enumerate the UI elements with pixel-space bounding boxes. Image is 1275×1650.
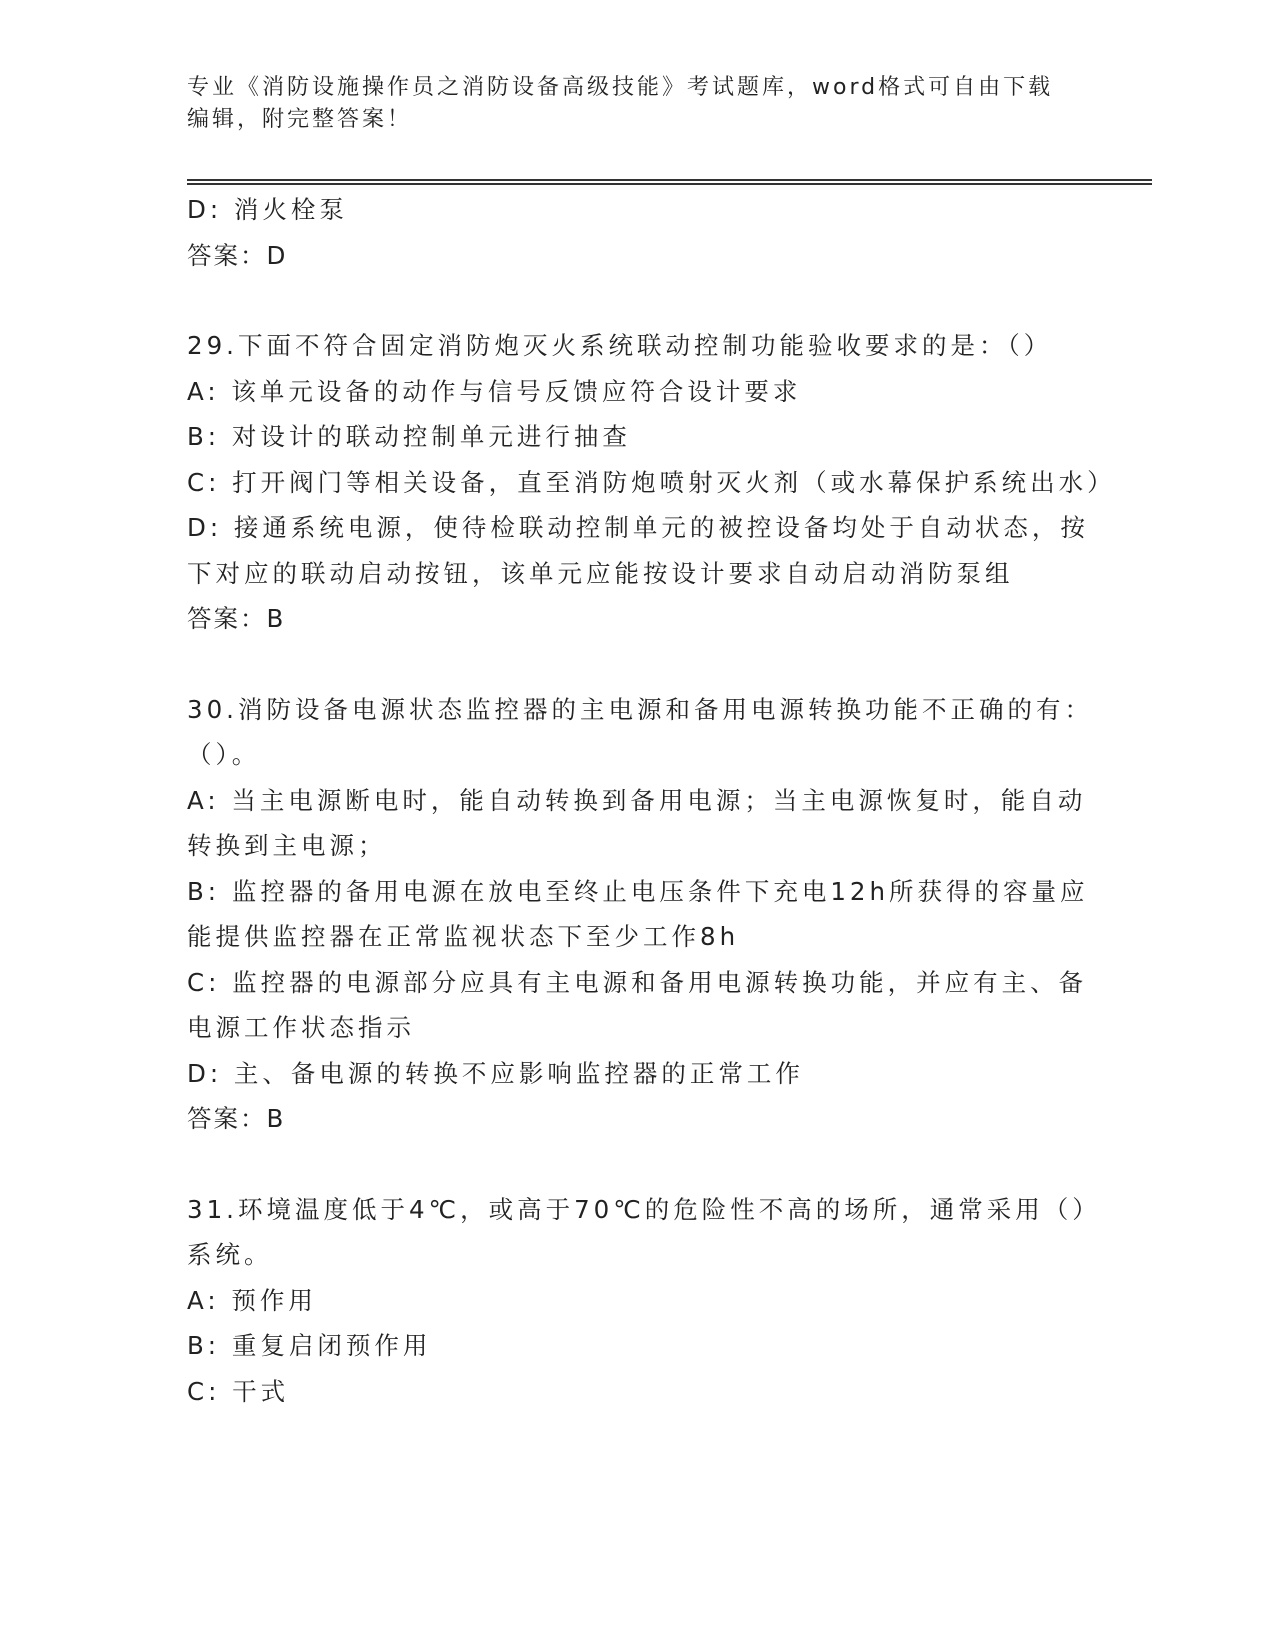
answer-line: 答案：B: [187, 1104, 286, 1133]
option-a: A: 预作用: [187, 1285, 317, 1315]
option-d: D: 主、备电源的转换不应影响监控器的正常工作: [187, 1058, 804, 1088]
answer-line: 答案：B: [187, 604, 286, 633]
option-a: A: 当主电源断电时，能自动转换到备用电源；当主电源恢复时，能自动转换到主电源；: [187, 785, 1087, 860]
question-content: [187, 187, 1116, 1414]
option-b: B: 重复启闭预作用: [187, 1331, 432, 1360]
question-spacer: [187, 642, 1107, 687]
question-stem: 30.消防设备电源状态监控器的主电源和备用电源转换功能不正确的有：（）。: [187, 694, 1093, 769]
option-c: C: 干式: [187, 1376, 290, 1406]
header-rule: [187, 179, 1152, 181]
answer-line: 答案：D: [187, 240, 288, 270]
question-spacer: [187, 278, 1107, 323]
page-header: 专业《消防设施操作员之消防设备高级技能》考试题库，word格式可自由下载编辑，附完整答案！: [187, 75, 1054, 132]
question-stem: 31.环境温度低于4℃，或高于70℃的危险性不高的场所，通常采用（）系统。: [187, 1194, 1101, 1269]
option-d: D: 消火栓泵: [187, 195, 348, 224]
option-c: C: 打开阀门等相关设备，直至消防炮喷射灭火剂（或水幕保护系统出水）: [187, 467, 1116, 497]
option-c: C: 监控器的电源部分应具有主电源和备用电源转换功能，并应有主、备电源工作状态指示: [187, 967, 1088, 1042]
option-b: B: 监控器的备用电源在放电至终止电压条件下充电12h所获得的容量应能提供监控器在正常监视状态下至少工作8h: [187, 876, 1089, 951]
option-b: B: 对设计的联动控制单元进行抽查: [187, 422, 631, 451]
option-a: A: 该单元设备的动作与信号反馈应符合设计要求: [187, 376, 802, 406]
question-stem: 29.下面不符合固定消防炮灭火系统联动控制功能验收要求的是：（）: [187, 331, 1053, 360]
option-d: D: 接通系统电源，使待检联动控制单元的被控设备均处于自动状态，按下对应的联动启动按钮，该单元应能按设计要求自动启动消防泵组: [187, 513, 1089, 588]
question-spacer: [187, 1142, 1107, 1187]
header-rule-secondary: [187, 183, 1152, 185]
